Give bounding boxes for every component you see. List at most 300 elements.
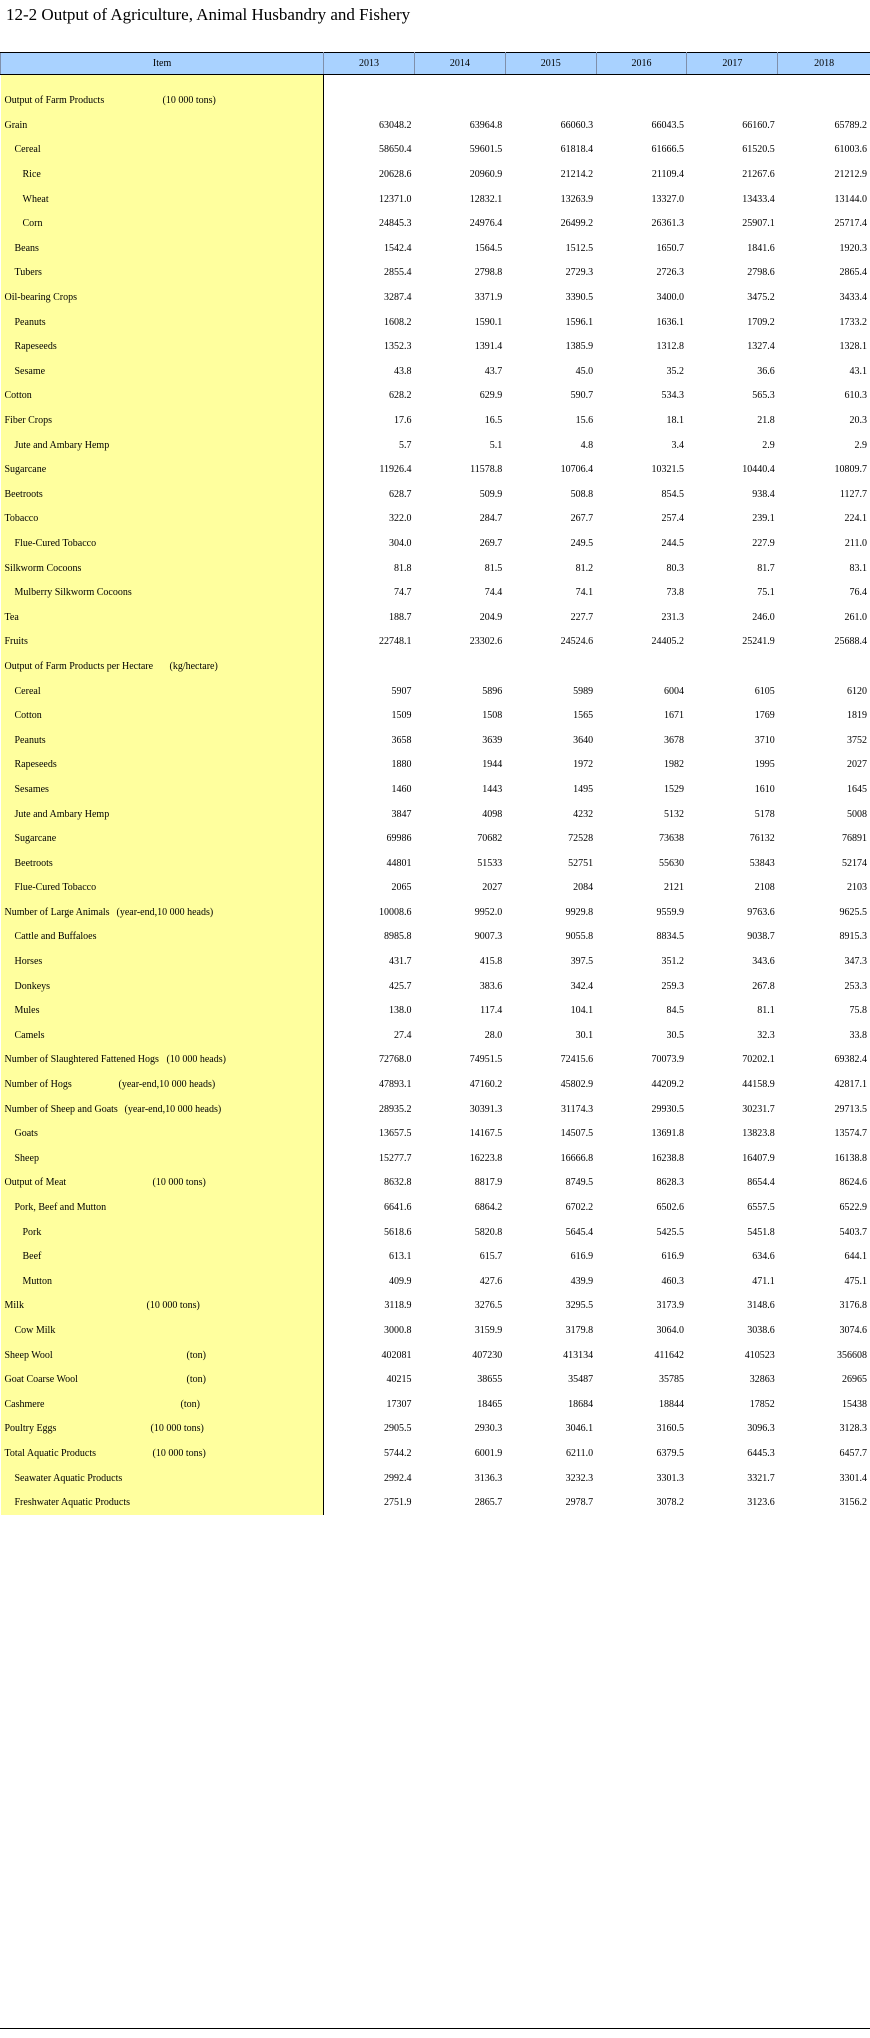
value-cell-2013: 3118.9	[384, 1300, 412, 1312]
value-cell-2017: 565.3	[752, 390, 775, 402]
table-row	[1, 605, 870, 630]
row-label-cell	[1, 458, 324, 483]
row-label-wrap	[5, 587, 324, 599]
value-cell-2017: 3710	[754, 734, 775, 746]
row-label-cell	[1, 409, 324, 434]
row-label: Beans	[14, 242, 39, 254]
table-row	[1, 925, 870, 950]
row-label-cell	[1, 1319, 324, 1344]
row-label-cell	[1, 261, 324, 286]
value-cell-2016: 3400.0	[656, 292, 684, 304]
value-cell-2018: 25688.4	[834, 636, 867, 648]
row-label: Flue-Cured Tobacco	[14, 882, 97, 894]
value-cell-2013: 1542.4	[383, 242, 412, 254]
value-cell-2013: 431.7	[388, 956, 412, 968]
value-cell-2018: 15438	[842, 1398, 867, 1410]
row-label-cell	[1, 1048, 324, 1073]
row-label: Number of Hogs	[4, 1079, 72, 1091]
row-label-wrap	[5, 390, 324, 402]
row-label: Oil-bearing Crops	[4, 292, 77, 304]
value-cell-2014: 9007.3	[474, 931, 503, 943]
row-label: Grain	[4, 119, 28, 131]
value-cell-2015: 72415.6	[560, 1054, 594, 1066]
value-cell-2018: 1127.7	[839, 488, 867, 500]
value-cell-2018: 21212.9	[834, 169, 867, 181]
row-label-wrap	[5, 366, 324, 378]
value-cell-2014: 615.7	[479, 1251, 503, 1263]
table-row	[1, 138, 870, 163]
row-label-wrap	[5, 956, 324, 968]
value-cell-2015: 1385.9	[565, 341, 594, 353]
table-row	[1, 851, 870, 876]
value-cell-2014: 269.7	[479, 537, 503, 549]
value-cell-2016: 1650.7	[656, 242, 684, 254]
value-cell-2016: 351.2	[661, 956, 684, 968]
value-cell-2013: 44801	[386, 857, 412, 869]
row-label-wrap	[5, 1399, 324, 1411]
value-cell-2014: 16.5	[484, 415, 503, 427]
value-cell-2016: 244.5	[661, 537, 684, 549]
value-cell-2014: 2865.7	[474, 1497, 503, 1509]
row-label-cell	[1, 851, 324, 876]
row-unit: (ton)	[186, 1349, 206, 1361]
value-cell-2015: 1596.1	[565, 316, 594, 328]
value-cell-2014: 383.6	[479, 980, 503, 992]
value-cell-2016: 5425.5	[656, 1226, 684, 1238]
value-cell-2016: 3678	[663, 734, 684, 746]
value-cell-2018: 33.8	[849, 1029, 867, 1041]
row-unit: (10 000 tons)	[146, 1300, 200, 1312]
value-cell-2015: 5645.4	[565, 1226, 594, 1238]
value-cell-2013: 322.0	[388, 513, 412, 525]
row-label-cell	[1, 1220, 324, 1245]
value-cell-2013: 1880	[391, 759, 412, 771]
value-cell-2014: 407230	[472, 1349, 503, 1361]
value-cell-2016: 30.5	[666, 1029, 684, 1041]
row-label: Sesame	[14, 365, 46, 377]
table-row	[1, 802, 870, 827]
table-row	[1, 1122, 870, 1147]
row-label-cell	[1, 753, 324, 778]
row-label-cell	[1, 1073, 324, 1098]
value-cell-2016: 534.3	[661, 390, 684, 402]
value-cell-2014: 38655	[477, 1374, 503, 1386]
value-cell-2015: 9055.8	[565, 931, 594, 943]
row-label-cell	[1, 1294, 324, 1319]
table-row	[1, 1196, 870, 1221]
value-cell-2018: 3074.6	[839, 1324, 867, 1336]
value-cell-2017: 81.7	[757, 562, 775, 574]
row-label: Wheat	[22, 193, 49, 205]
value-cell-2013: 43.8	[393, 365, 412, 377]
value-cell-2013: 3658	[391, 734, 412, 746]
row-label-wrap	[5, 415, 324, 427]
value-cell-2013: 69986	[386, 833, 412, 845]
header-year: 2018	[778, 53, 870, 75]
value-cell-2018: 20.3	[849, 415, 867, 427]
value-cell-2015: 21214.2	[560, 169, 594, 181]
table-row	[1, 556, 870, 581]
row-label-cell	[1, 1417, 324, 1442]
row-label: Seawater Aquatic Products	[14, 1472, 123, 1484]
value-cell-2018: 610.3	[844, 390, 867, 402]
row-label-cell	[1, 605, 324, 630]
row-label-cell	[1, 901, 324, 926]
value-cell-2016: 55630	[658, 857, 684, 869]
value-cell-2015: 16666.8	[560, 1152, 594, 1164]
value-cell-2016: 2726.3	[656, 267, 684, 279]
header-item: Item	[1, 53, 324, 75]
value-cell-2014: 51533	[477, 857, 503, 869]
value-cell-2018: 5403.7	[839, 1226, 867, 1238]
row-label: Pork	[22, 1226, 42, 1238]
value-cell-2013	[324, 89, 415, 114]
row-label-cell	[1, 433, 324, 458]
value-cell-2017: 16407.9	[742, 1152, 775, 1164]
value-cell-2016: 3064.0	[656, 1324, 684, 1336]
value-cell-2017: 1709.2	[747, 316, 775, 328]
value-cell-2016: 3301.3	[656, 1472, 684, 1484]
row-label-cell	[1, 925, 324, 950]
value-cell-2018: 43.1	[849, 365, 867, 377]
value-cell-2014: 6864.2	[474, 1202, 503, 1214]
row-label: Sheep Wool	[4, 1349, 53, 1361]
row-label: Poultry Eggs	[4, 1423, 57, 1435]
row-label-wrap	[5, 513, 324, 525]
value-cell-2015: 3640	[573, 734, 594, 746]
row-label: Jute and Ambary Hemp	[14, 808, 110, 820]
value-cell-2016: 70073.9	[651, 1054, 684, 1066]
value-cell-2014: 3639	[482, 734, 503, 746]
value-cell-2015: 1972	[573, 759, 594, 771]
table-row	[1, 507, 870, 532]
row-label-cell	[1, 212, 324, 237]
value-cell-2015: 590.7	[570, 390, 594, 402]
row-label: Mulberry Silkworm Cocoons	[14, 587, 132, 599]
value-cell-2014: 18465	[477, 1398, 503, 1410]
row-label: Fiber Crops	[4, 415, 52, 427]
value-cell-2015: 616.9	[570, 1251, 594, 1263]
value-cell-2015: 413134	[563, 1349, 594, 1361]
row-unit: (year-end,10 000 heads)	[118, 1079, 216, 1091]
value-cell-2018: 3752	[847, 734, 867, 746]
table-row	[1, 704, 870, 729]
value-cell-2017: 8654.4	[747, 1177, 775, 1189]
value-cell-2013: 58650.4	[378, 144, 412, 156]
value-cell-2017: 3321.7	[747, 1472, 775, 1484]
value-cell-2015: 6211.0	[565, 1447, 594, 1459]
table-row	[1, 1024, 870, 1049]
value-cell-2016: 616.9	[661, 1251, 684, 1263]
value-cell-2018: 9625.5	[839, 906, 867, 918]
header-year: 2016	[596, 53, 687, 75]
value-cell-2013: 1608.2	[383, 316, 412, 328]
value-cell-2017: 21.8	[757, 415, 775, 427]
value-cell-2013: 20628.6	[378, 169, 412, 181]
value-cell-2017: 410523	[744, 1349, 775, 1361]
value-cell-2013: 8632.8	[383, 1177, 412, 1189]
row-label-wrap	[5, 563, 324, 575]
value-cell-2013: 40215	[386, 1374, 412, 1386]
value-cell-2013: 6641.6	[383, 1202, 412, 1214]
value-cell-2014: 204.9	[479, 611, 503, 623]
table-row	[1, 581, 870, 606]
row-label-cell	[1, 1097, 324, 1122]
row-label-wrap	[5, 489, 324, 501]
value-cell-2016: 26361.3	[651, 218, 684, 230]
row-label-cell	[1, 1122, 324, 1147]
value-cell-2013: 3000.8	[383, 1324, 412, 1336]
table-row	[1, 1073, 870, 1098]
value-cell-2017: 3123.6	[747, 1497, 775, 1509]
value-cell-2013: 15277.7	[378, 1152, 412, 1164]
value-cell-2016: 29930.5	[651, 1103, 684, 1115]
value-cell-2018: 75.8	[849, 1005, 867, 1017]
value-cell-2017: 471.1	[752, 1275, 775, 1287]
row-label-cell	[1, 1466, 324, 1491]
value-cell-2017: 267.8	[752, 980, 775, 992]
row-label: Cotton	[14, 710, 42, 722]
value-cell-2014: 74.4	[484, 587, 503, 599]
value-cell-2018: 8624.6	[839, 1177, 867, 1189]
value-cell-2017: 13433.4	[742, 193, 775, 205]
value-cell-2013: 138.0	[388, 1005, 412, 1017]
value-cell-2014: 2930.3	[474, 1423, 503, 1435]
value-cell-2014: 59601.5	[469, 144, 503, 156]
row-label-wrap	[5, 882, 324, 894]
table-row	[1, 974, 870, 999]
row-label: Sugarcane	[14, 833, 57, 845]
value-cell-2015: 2729.3	[565, 267, 594, 279]
value-cell-2015: 397.5	[570, 956, 594, 968]
table-row	[1, 679, 870, 704]
row-label: Rapeseeds	[14, 759, 57, 771]
row-label-wrap	[5, 735, 324, 747]
value-cell-2013: 2751.9	[383, 1497, 412, 1509]
value-cell-2014	[414, 655, 505, 680]
table-row	[1, 1491, 870, 1516]
value-cell-2014: 3159.9	[474, 1324, 503, 1336]
row-label-cell	[1, 138, 324, 163]
value-cell-2014: 14167.5	[469, 1128, 503, 1140]
value-cell-2015: 6702.2	[565, 1202, 594, 1214]
table-row	[1, 1417, 870, 1442]
table-row	[1, 286, 870, 311]
value-cell-2013: 8985.8	[383, 931, 412, 943]
value-cell-2013: 17307	[386, 1398, 412, 1410]
row-label-cell	[1, 360, 324, 385]
value-cell-2013: 2855.4	[383, 267, 412, 279]
value-cell-2015: 2978.7	[565, 1497, 594, 1509]
row-label-cell	[1, 532, 324, 557]
row-label-wrap	[5, 784, 324, 796]
row-label-cell	[1, 827, 324, 852]
value-cell-2018: 65789.2	[834, 119, 867, 131]
table-row	[1, 187, 870, 212]
value-cell-2016: 259.3	[661, 980, 684, 992]
value-cell-2017: 9763.6	[747, 906, 775, 918]
table-row	[1, 237, 870, 262]
value-cell-2015: 227.7	[570, 611, 594, 623]
table-row	[1, 458, 870, 483]
row-label: Output of Farm Products per Hectare	[4, 660, 154, 672]
row-label: Rice	[22, 169, 41, 181]
value-cell-2016: 3173.9	[656, 1300, 684, 1312]
value-cell-2018: 1920.3	[839, 242, 867, 254]
value-cell-2018: 2103	[847, 882, 867, 894]
value-cell-2018: 644.1	[844, 1251, 867, 1263]
value-cell-2017: 6105	[754, 685, 775, 697]
row-label-wrap	[5, 120, 324, 132]
value-cell-2017: 1769	[754, 710, 775, 722]
row-label: Output of Farm Products	[4, 95, 105, 107]
row-label: Beef	[22, 1251, 42, 1263]
table-row	[1, 114, 870, 139]
table-row	[1, 1392, 870, 1417]
value-cell-2017	[687, 89, 778, 114]
value-cell-2014: 415.8	[479, 956, 503, 968]
row-label-cell	[1, 483, 324, 508]
value-cell-2018: 253.3	[844, 980, 867, 992]
value-cell-2016: 13691.8	[651, 1128, 684, 1140]
table-row	[1, 876, 870, 901]
value-cell-2017: 5451.8	[747, 1226, 775, 1238]
value-cell-2016	[596, 655, 687, 680]
value-cell-2017: 1995	[754, 759, 775, 771]
table-row	[1, 728, 870, 753]
value-cell-2013: 2905.5	[383, 1423, 412, 1435]
row-label-cell	[1, 89, 324, 114]
value-cell-2013: 2065	[391, 882, 412, 894]
value-cell-2016: 1529	[663, 783, 684, 795]
value-cell-2018: 76891	[842, 833, 867, 845]
row-label-wrap	[5, 317, 324, 329]
value-cell-2016: 73.8	[666, 587, 684, 599]
table-row	[1, 310, 870, 335]
value-cell-2013: 3847	[391, 808, 412, 820]
value-cell-2014: 9952.0	[474, 906, 503, 918]
table-row	[1, 1147, 870, 1172]
row-label: Number of Slaughtered Fattened Hogs	[4, 1054, 159, 1066]
row-unit: (kg/hectare)	[169, 660, 218, 672]
row-label-cell	[1, 876, 324, 901]
value-cell-2015: 45.0	[575, 365, 594, 377]
value-cell-2018: 25717.4	[834, 218, 867, 230]
value-cell-2016: 3.4	[671, 439, 684, 451]
value-cell-2015: 74.1	[575, 587, 594, 599]
value-cell-2013: 63048.2	[378, 119, 412, 131]
value-cell-2015: 439.9	[570, 1275, 594, 1287]
value-cell-2014: 1508	[482, 710, 503, 722]
value-cell-2017: 343.6	[752, 956, 775, 968]
value-cell-2015: 3295.5	[565, 1300, 594, 1312]
row-label: Total Aquatic Products	[4, 1447, 97, 1459]
value-cell-2018: 13574.7	[834, 1128, 867, 1140]
value-cell-2014: 1391.4	[474, 341, 503, 353]
row-label-cell	[1, 163, 324, 188]
value-cell-2016: 6004	[663, 685, 684, 697]
row-label-cell	[1, 679, 324, 704]
value-cell-2017: 44158.9	[742, 1079, 775, 1091]
value-cell-2016: 80.3	[666, 562, 684, 574]
value-cell-2016: 6379.5	[656, 1447, 684, 1459]
value-cell-2015: 9929.8	[565, 906, 594, 918]
value-cell-2018: 3301.4	[839, 1472, 867, 1484]
value-cell-2014: 4098	[482, 808, 503, 820]
value-cell-2016: 5132	[663, 808, 684, 820]
table-row	[1, 1343, 870, 1368]
row-label-wrap	[5, 907, 324, 919]
row-label: Goats	[14, 1128, 38, 1140]
row-label-wrap	[5, 759, 324, 771]
value-cell-2015: 3179.8	[565, 1324, 594, 1336]
value-cell-2015: 10706.4	[560, 464, 594, 476]
value-cell-2017: 70202.1	[742, 1054, 775, 1066]
row-label-wrap	[5, 95, 324, 107]
value-cell-2015: 14507.5	[560, 1128, 594, 1140]
row-label-cell	[1, 950, 324, 975]
value-cell-2014: 6001.9	[474, 1447, 503, 1459]
row-label: Tea	[4, 611, 19, 623]
row-label-cell	[1, 335, 324, 360]
row-label: Mules	[14, 1005, 40, 1017]
value-cell-2016: 460.3	[661, 1275, 684, 1287]
value-cell-2017: 36.6	[757, 365, 775, 377]
row-label-cell	[1, 1491, 324, 1516]
value-cell-2016: 231.3	[661, 611, 684, 623]
value-cell-2015: 18684	[568, 1398, 594, 1410]
value-cell-2015: 45802.9	[560, 1079, 594, 1091]
value-cell-2013: 409.9	[388, 1275, 412, 1287]
value-cell-2013: 81.8	[393, 562, 412, 574]
value-cell-2015: 72528	[568, 833, 594, 845]
row-label: Cereal	[14, 144, 41, 156]
value-cell-2013: 188.7	[388, 611, 412, 623]
table-row	[1, 163, 870, 188]
value-cell-2015: 4232	[573, 808, 594, 820]
value-cell-2017: 6557.5	[747, 1202, 775, 1214]
value-cell-2016: 24405.2	[651, 636, 684, 648]
row-label: Horses	[14, 956, 43, 968]
value-cell-2016: 73638	[658, 833, 684, 845]
value-cell-2018: 347.3	[844, 956, 867, 968]
row-label: Peanuts	[14, 734, 46, 746]
table-row	[1, 827, 870, 852]
row-label-wrap	[5, 1079, 324, 1091]
row-label: Number of Sheep and Goats	[4, 1103, 118, 1115]
table-row	[1, 901, 870, 926]
value-cell-2018: 2865.4	[839, 267, 867, 279]
row-unit: (year-end,10 000 heads)	[116, 906, 214, 918]
value-cell-2013: 22748.1	[378, 636, 412, 648]
table-row	[1, 1442, 870, 1467]
value-cell-2015: 31174.3	[560, 1103, 594, 1115]
row-label-wrap	[5, 144, 324, 156]
value-cell-2014: 284.7	[479, 513, 503, 525]
value-cell-2017: 25241.9	[742, 636, 775, 648]
value-cell-2015: 52751	[568, 857, 594, 869]
value-cell-2014: 30391.3	[469, 1103, 503, 1115]
table-row	[1, 630, 870, 655]
value-cell-2015: 2084	[573, 882, 594, 894]
value-cell-2013: 74.7	[393, 587, 412, 599]
value-cell-2017: 32863	[749, 1374, 775, 1386]
value-cell-2014: 1564.5	[474, 242, 503, 254]
value-cell-2017: 30231.7	[742, 1103, 775, 1115]
value-cell-2016: 21109.4	[651, 169, 684, 181]
table-row	[1, 483, 870, 508]
row-label-wrap	[5, 1300, 324, 1312]
